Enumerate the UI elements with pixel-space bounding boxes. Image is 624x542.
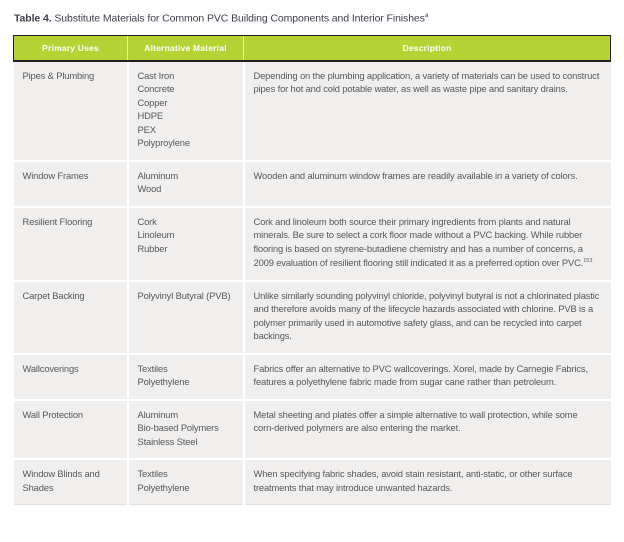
page bbox=[0, 12, 624, 542]
primary-use-cell: Resilient Flooring bbox=[14, 207, 128, 281]
material-item: Polyproylene bbox=[137, 137, 190, 148]
material-item: Polyethylene bbox=[137, 481, 190, 493]
description-cell bbox=[244, 354, 611, 400]
material-item: Bio-based Polymers bbox=[137, 422, 219, 434]
description-reference-marker: 153 bbox=[583, 258, 593, 264]
materials-cell bbox=[128, 61, 244, 161]
materials-cell bbox=[128, 459, 244, 505]
table-title-text: Substitute Materials for Common PVC Building Components and Interior Finishes bbox=[51, 12, 425, 25]
material-item: Concrete bbox=[137, 83, 175, 94]
description-cell bbox=[244, 459, 611, 505]
table-row bbox=[14, 281, 611, 354]
material-item: Wood bbox=[137, 183, 162, 194]
substitute-materials-table bbox=[13, 35, 611, 506]
material-item: Rubber bbox=[137, 242, 168, 254]
material-item: PEX bbox=[137, 123, 156, 135]
material-item: Linoleum bbox=[137, 229, 175, 240]
table-title bbox=[14, 12, 624, 25]
column-header-alternative-material: Alternative Material bbox=[128, 35, 244, 61]
material-item: Aluminum bbox=[137, 169, 178, 181]
primary-use-cell: Pipes & Plumbing bbox=[14, 61, 128, 161]
table-row bbox=[14, 354, 611, 400]
table-title-footnote-marker: a bbox=[424, 12, 429, 19]
primary-use-cell: Wall Protection bbox=[14, 400, 128, 460]
material-item: Polyvinyl Butyral (PVB) bbox=[137, 289, 231, 301]
description-cell bbox=[244, 161, 611, 207]
table-row bbox=[14, 161, 611, 207]
table-row bbox=[14, 400, 611, 460]
material-item: Cork bbox=[137, 215, 157, 227]
description-cell bbox=[244, 281, 611, 354]
materials-cell bbox=[128, 354, 244, 400]
primary-use-cell: Window Frames bbox=[14, 161, 128, 207]
materials-cell bbox=[128, 400, 244, 460]
description-text: Depending on the plumbing application, a variety of materials can be used to construct pipes for hot and cold potable water, as well as waste pipe and sanitary drains. bbox=[253, 69, 600, 94]
description-cell bbox=[244, 207, 611, 281]
material-item: Copper bbox=[137, 96, 168, 108]
material-item: Aluminum bbox=[137, 408, 178, 420]
material-item: Textiles bbox=[137, 362, 168, 374]
materials-cell bbox=[128, 207, 244, 281]
description-text: Metal sheeting and plates offer a simple alternative to wall protection, while some corn-derived polymers are also entering the market. bbox=[253, 408, 578, 434]
material-item: Textiles bbox=[137, 468, 168, 480]
table-row bbox=[14, 459, 611, 505]
column-header-primary-uses: Primary Uses bbox=[14, 35, 128, 61]
primary-use-cell: Window Blinds and Shades bbox=[14, 459, 128, 505]
primary-use-cell: Carpet Backing bbox=[14, 281, 128, 354]
material-item: HDPE bbox=[137, 110, 163, 121]
description-text: Fabrics offer an alternative to PVC wallcoverings. Xorel, made by Carnegie Fabrics, features a polyethylene fabric made from sugar cane rather than petroleum. bbox=[253, 362, 588, 388]
header-row bbox=[14, 35, 611, 61]
material-item: Cast Iron bbox=[137, 69, 175, 81]
material-item: Stainless Steel bbox=[137, 435, 198, 447]
description-text: When specifying fabric shades, avoid stain resistant, anti-static, or other surface treatments that may introduce unwanted hazards. bbox=[253, 468, 573, 493]
table-body bbox=[14, 61, 611, 505]
description-text: Cork and linoleum both source their primary ingredients from plants and natural minerals. Be sure to select a cork floor made without a PVC backing. While rubber flooring is based on styrene-butadiene chemistry and has a number of concerns, a 2009 evaluation of resilient flooring still indicated it as a preferred option over PVC. bbox=[253, 215, 584, 269]
material-item: Polyethylene bbox=[137, 376, 190, 388]
materials-cell bbox=[128, 281, 244, 354]
column-header-description: Description bbox=[244, 35, 611, 61]
table-row bbox=[14, 207, 611, 281]
table-row bbox=[14, 61, 611, 161]
description-text: Wooden and aluminum window frames are readily available in a variety of colors. bbox=[253, 169, 578, 181]
materials-cell bbox=[128, 161, 244, 207]
primary-use-cell: Wallcoverings bbox=[14, 354, 128, 400]
table-title-label: Table 4. bbox=[14, 12, 52, 25]
description-text: Unlike similarly sounding polyvinyl chloride, polyvinyl butyral is not a chlorinated plastic and therefore avoids many of the lifecycle hazards associated with chlorine. PVB is a polymer primarily used in automotive safety glass, and can be recycled into carpet backings. bbox=[253, 289, 600, 342]
description-cell bbox=[244, 400, 611, 460]
description-cell bbox=[244, 61, 611, 161]
